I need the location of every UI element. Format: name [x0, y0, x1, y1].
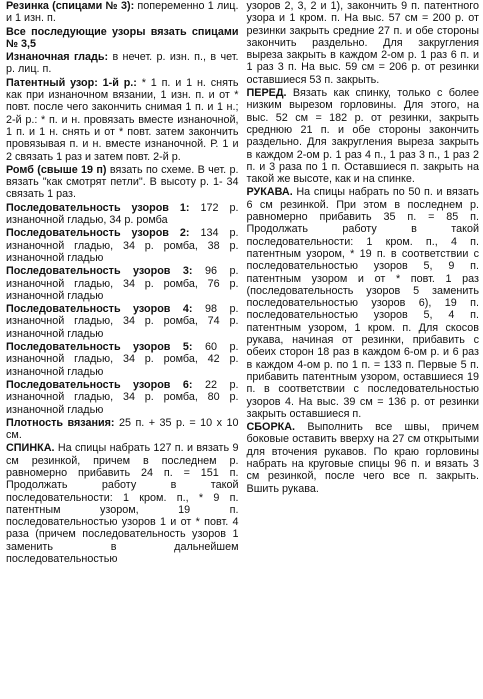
text-paragraph [6, 77, 239, 163]
text-paragraph [6, 379, 239, 416]
paragraph-text: 22 р. изнаночной гладью, 34 р. ромба, 80 р. изнаночной гладью [6, 378, 239, 416]
section-heading: РУКАВА. [246, 186, 293, 199]
paragraph-text: узоров 2, 3, 2 и 1), закончить 9 п. патентного узора и 1 кром. п. На выс. 57 см = 200 р. от резинки закрыть средние 27 п. и обе стороны закончить раздельно. Для закругления выреза закрыть в каждом 2-ом р. 1 раз 6 п. и 1 раз 3 п. На выс. 59 см = 206 р. от резинки оставшиеся 53 п. закрыть. [246, 0, 479, 86]
text-paragraph [247, 421, 480, 495]
paragraph-text: попеременно 1 лиц. и 1 изн. п. [6, 0, 239, 25]
text-paragraph [6, 341, 239, 378]
paragraph-text: 98 р. изнаночной гладью, 34 р. ромба, 74 р. изнаночной гладью [6, 303, 239, 340]
text-paragraph [6, 442, 239, 565]
section-heading: Патентный узор: 1-й р.: [6, 76, 137, 89]
paragraph-text: 96 р. изнаночной гладью, 34 р. ромба, 76 р. изнаночной гладью [6, 265, 239, 302]
text-paragraph [247, 186, 480, 420]
text-paragraph [247, 87, 480, 185]
text-paragraph [6, 417, 239, 442]
section-heading: Резинка (спицами № 3): [6, 0, 135, 12]
section-heading: СПИНКА. [6, 442, 55, 455]
section-heading: Все последующие узоры вязать спицами № 3,5 [6, 25, 239, 50]
text-paragraph [247, 0, 480, 86]
text-paragraph [6, 26, 239, 51]
paragraph-text: На спицы набрать 127 п. и вязать 9 см резинкой, причем в последнем р. равномерно прибавить 24 п. = 151 п. Продолжать работу в такой последовательности: 1 кром. п., * 9 п. патентным узором, 19 п. последовательностью узоров 1 и от * повт. 4 раза (причем последовательность узоров 1 заменить в дальнейшем последовательностью [6, 442, 239, 566]
text-paragraph [6, 265, 239, 302]
section-heading: Последовательность узоров 5: [6, 341, 193, 354]
paragraph-text: вязать по схеме. В чет. р. вязать "как смотрят петли". В высоту р. 1- 34 связать 1 раз. [6, 163, 239, 201]
text-paragraph [6, 202, 239, 227]
paragraph-text: в нечет. р. изн. п., в чет. р. лиц. п. [6, 51, 239, 76]
text-paragraph [6, 0, 239, 25]
section-heading: Изнаночная гладь: [6, 51, 109, 64]
paragraph-text: * 1 п. и 1 н. снять как при изнаночном вязании, 1 изн. п. и от * повт. после чего закончить снимая 1 п. и 1 н.; 2-й р.: * п. и н. провязать вместе изнаночной, 1 п. и 1 н. снять и от * повт. затем закончить провязывая п. и н. вместе изнаночной. Р. 1 и 2 связать 1 раз и затем повт. 2-й р. [6, 76, 239, 163]
section-heading: Последовательность узоров 6: [6, 378, 193, 391]
section-heading: Плотность вязания: [6, 416, 115, 429]
right-column [247, 0, 480, 699]
section-heading: ПЕРЕД. [246, 87, 287, 100]
section-heading: СБОРКА. [246, 421, 296, 434]
section-heading: Ромб (свыше 19 п) [6, 163, 107, 176]
paragraph-text: Вязать как спинку, только с более низким вырезом горловины. Для этого, на выс. 52 см = 182 р. от резинки, закрыть среднюю 21 п. и обе стороны закончить раздельно. Для закругления выреза закрыть в каждом 2-ом р. 1 раз 4 п., 1 раз 3 п., 1 раз 2 п. и 3 раза по 1 п. Оставшиеся п. закрыть на такой же высоте, как и на спинке. [246, 87, 479, 186]
section-heading: Последовательность узоров 4: [6, 303, 193, 316]
paragraph-text: 134 р. изнаночной гладью, 34 р. ромба, 38 р. изнаночной гладью [6, 227, 239, 264]
paragraph-text: Выполнить все швы, причем боковые оставить вверху на 27 см открытыми для вточения рукавов. По краю горловины набрать на круговые спицы 96 п. и вязать 3 см резинкой, после чего все п. закрыть. Вшить рукава. [246, 421, 479, 495]
section-heading: Последовательность узоров 3: [6, 265, 193, 278]
section-heading: Последовательность узоров 1: [6, 201, 190, 214]
text-paragraph [6, 303, 239, 340]
section-heading: Последовательность узоров 2: [6, 227, 190, 240]
paragraph-text: На спицы набрать по 50 п. и вязать 6 см резинкой. При этом в последнем р. равномерно прибавить 35 п. = 85 п. Продолжать работу в такой последовательности: 1 кром. п., 4 п. патентным узором, * 19 п. в соответствии с последовательностью узоров 5, 9 п. патентным узором и от * повт. 1 раз (последовательность узоров 5 заменить последовательностью узоров 6), 19 п. последовательностью узоров 5, 4 п. патентным узором, 1 кром. п. Для скосов рукава, начиная от резинки, прибавить с обеих сторон 18 раз в каждом 6-ом р. и 6 раз в каждом 4-ом р. по 1 п. = 133 п. Первые 5 п. прибавить патентным узором, оставшиеся 19 п. в соответствии с последовательностью узоров 4. На выс. 39 см = 136 р. от резинки закрыть оставшиеся п. [246, 186, 479, 420]
paragraph-text: 25 п. + 35 р. = 10 x 10 см. [6, 416, 239, 442]
text-paragraph [6, 164, 239, 201]
paragraph-text: 172 р. изнаночной гладью, 34 р. ромба [6, 201, 239, 227]
left-column [6, 0, 239, 699]
text-paragraph [6, 227, 239, 264]
paragraph-text: 60 р. изнаночной гладью, 34 р. ромба, 42 р. изнаночной гладью [6, 341, 239, 378]
text-paragraph [6, 51, 239, 76]
